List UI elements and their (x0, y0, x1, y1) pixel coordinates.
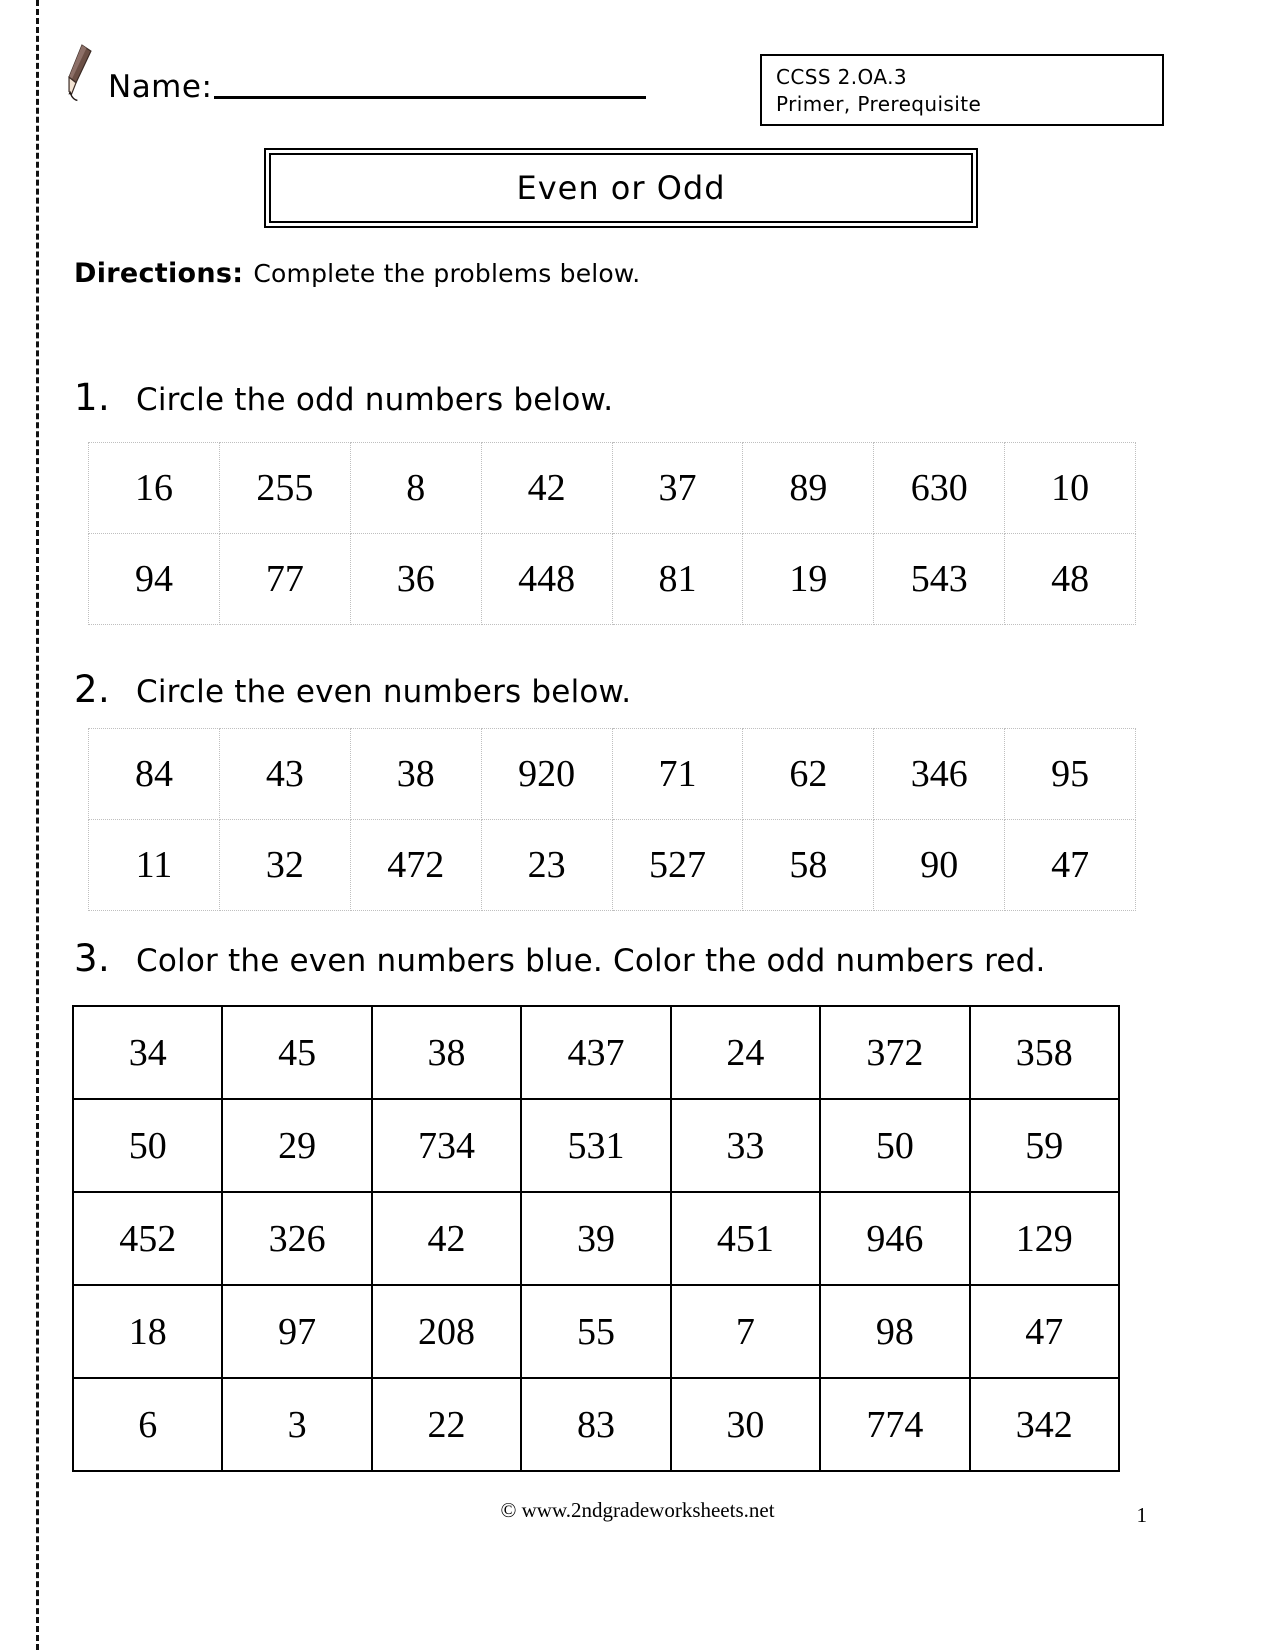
number-cell[interactable]: 734 (372, 1099, 521, 1192)
question-2-text: Circle the even numbers below. (136, 674, 632, 710)
number-cell[interactable]: 8 (350, 443, 481, 534)
number-cell[interactable]: 39 (521, 1192, 670, 1285)
number-cell[interactable]: 50 (820, 1099, 969, 1192)
number-cell[interactable]: 452 (73, 1192, 222, 1285)
number-cell[interactable]: 50 (73, 1099, 222, 1192)
number-cell[interactable]: 18 (73, 1285, 222, 1378)
number-cell[interactable]: 19 (743, 534, 874, 625)
question-1-text: Circle the odd numbers below. (136, 382, 614, 418)
page-title: Even or Odd (516, 169, 726, 207)
table-row (89, 443, 1136, 534)
number-cell[interactable]: 47 (970, 1285, 1119, 1378)
number-cell[interactable]: 38 (372, 1006, 521, 1099)
number-cell[interactable]: 94 (89, 534, 220, 625)
number-cell[interactable]: 11 (89, 820, 220, 911)
number-cell[interactable]: 81 (612, 534, 743, 625)
number-cell[interactable]: 55 (521, 1285, 670, 1378)
number-cell[interactable]: 208 (372, 1285, 521, 1378)
number-cell[interactable]: 90 (874, 820, 1005, 911)
number-cell[interactable]: 77 (219, 534, 350, 625)
question-3-heading (74, 937, 1046, 980)
number-cell[interactable]: 38 (350, 729, 481, 820)
number-cell[interactable]: 7 (671, 1285, 820, 1378)
title-box-inner (269, 153, 973, 223)
number-cell[interactable]: 83 (521, 1378, 670, 1471)
number-cell[interactable]: 3 (222, 1378, 371, 1471)
number-cell[interactable]: 23 (481, 820, 612, 911)
name-input-line[interactable] (214, 95, 646, 99)
number-cell[interactable]: 62 (743, 729, 874, 820)
table-row (73, 1099, 1119, 1192)
directions-label: Directions: (74, 258, 244, 289)
number-cell[interactable]: 129 (970, 1192, 1119, 1285)
number-cell[interactable]: 71 (612, 729, 743, 820)
number-cell[interactable]: 472 (350, 820, 481, 911)
number-cell[interactable]: 342 (970, 1378, 1119, 1471)
ccss-level: Primer, Prerequisite (776, 92, 982, 116)
number-cell[interactable]: 451 (671, 1192, 820, 1285)
number-cell[interactable]: 346 (874, 729, 1005, 820)
number-cell[interactable]: 448 (481, 534, 612, 625)
directions-text: Complete the problems below. (253, 259, 641, 288)
table-row (73, 1378, 1119, 1471)
number-cell[interactable]: 16 (89, 443, 220, 534)
question-1-heading (74, 376, 613, 419)
number-cell[interactable]: 30 (671, 1378, 820, 1471)
number-cell[interactable]: 358 (970, 1006, 1119, 1099)
question-3-number: 3. (74, 937, 111, 980)
name-label: Name: (108, 69, 213, 105)
table-row (89, 820, 1136, 911)
number-cell[interactable]: 531 (521, 1099, 670, 1192)
question-1-number: 1. (74, 376, 111, 419)
number-cell[interactable]: 84 (89, 729, 220, 820)
number-cell[interactable]: 32 (219, 820, 350, 911)
table-row (89, 534, 1136, 625)
question-2-heading (74, 668, 631, 711)
question-1-number-grid (88, 442, 1136, 625)
question-3-text: Color the even numbers blue. Color the odd numbers red. (136, 943, 1046, 979)
number-cell[interactable]: 95 (1005, 729, 1136, 820)
number-cell[interactable]: 774 (820, 1378, 969, 1471)
number-cell[interactable]: 6 (73, 1378, 222, 1471)
number-cell[interactable]: 29 (222, 1099, 371, 1192)
number-cell[interactable]: 45 (222, 1006, 371, 1099)
number-cell[interactable]: 34 (73, 1006, 222, 1099)
number-cell[interactable]: 946 (820, 1192, 969, 1285)
footer-credit[interactable]: © www.2ndgradeworksheets.net (500, 1498, 775, 1522)
table-row (89, 729, 1136, 820)
worksheet-header (62, 46, 1172, 138)
title-box (264, 148, 978, 228)
number-cell[interactable]: 920 (481, 729, 612, 820)
number-cell[interactable]: 630 (874, 443, 1005, 534)
number-cell[interactable]: 97 (222, 1285, 371, 1378)
number-cell[interactable]: 48 (1005, 534, 1136, 625)
number-cell[interactable]: 24 (671, 1006, 820, 1099)
question-3-color-grid (72, 1005, 1120, 1472)
number-cell[interactable]: 37 (612, 443, 743, 534)
page-number: 1 (1136, 1503, 1147, 1527)
table-row (73, 1285, 1119, 1378)
number-cell[interactable]: 58 (743, 820, 874, 911)
number-cell[interactable]: 326 (222, 1192, 371, 1285)
number-cell[interactable]: 47 (1005, 820, 1136, 911)
name-field-block (62, 69, 646, 105)
number-cell[interactable]: 437 (521, 1006, 670, 1099)
number-cell[interactable]: 255 (219, 443, 350, 534)
number-cell[interactable]: 98 (820, 1285, 969, 1378)
number-cell[interactable]: 36 (350, 534, 481, 625)
number-cell[interactable]: 527 (612, 820, 743, 911)
directions (74, 258, 640, 289)
question-2-number: 2. (74, 668, 111, 711)
number-cell[interactable]: 543 (874, 534, 1005, 625)
number-cell[interactable]: 59 (970, 1099, 1119, 1192)
pencil-icon (66, 44, 100, 104)
number-cell[interactable]: 42 (372, 1192, 521, 1285)
table-row (73, 1192, 1119, 1285)
ccss-standard-box (760, 54, 1164, 126)
binding-dashed-line (36, 0, 39, 1650)
ccss-code: CCSS 2.OA.3 (776, 65, 907, 89)
question-2-number-grid (88, 728, 1136, 911)
number-cell[interactable]: 10 (1005, 443, 1136, 534)
number-cell[interactable]: 33 (671, 1099, 820, 1192)
number-cell[interactable]: 22 (372, 1378, 521, 1471)
number-cell[interactable]: 89 (743, 443, 874, 534)
table-row (73, 1006, 1119, 1099)
number-cell[interactable]: 372 (820, 1006, 969, 1099)
number-cell[interactable]: 43 (219, 729, 350, 820)
number-cell[interactable]: 42 (481, 443, 612, 534)
